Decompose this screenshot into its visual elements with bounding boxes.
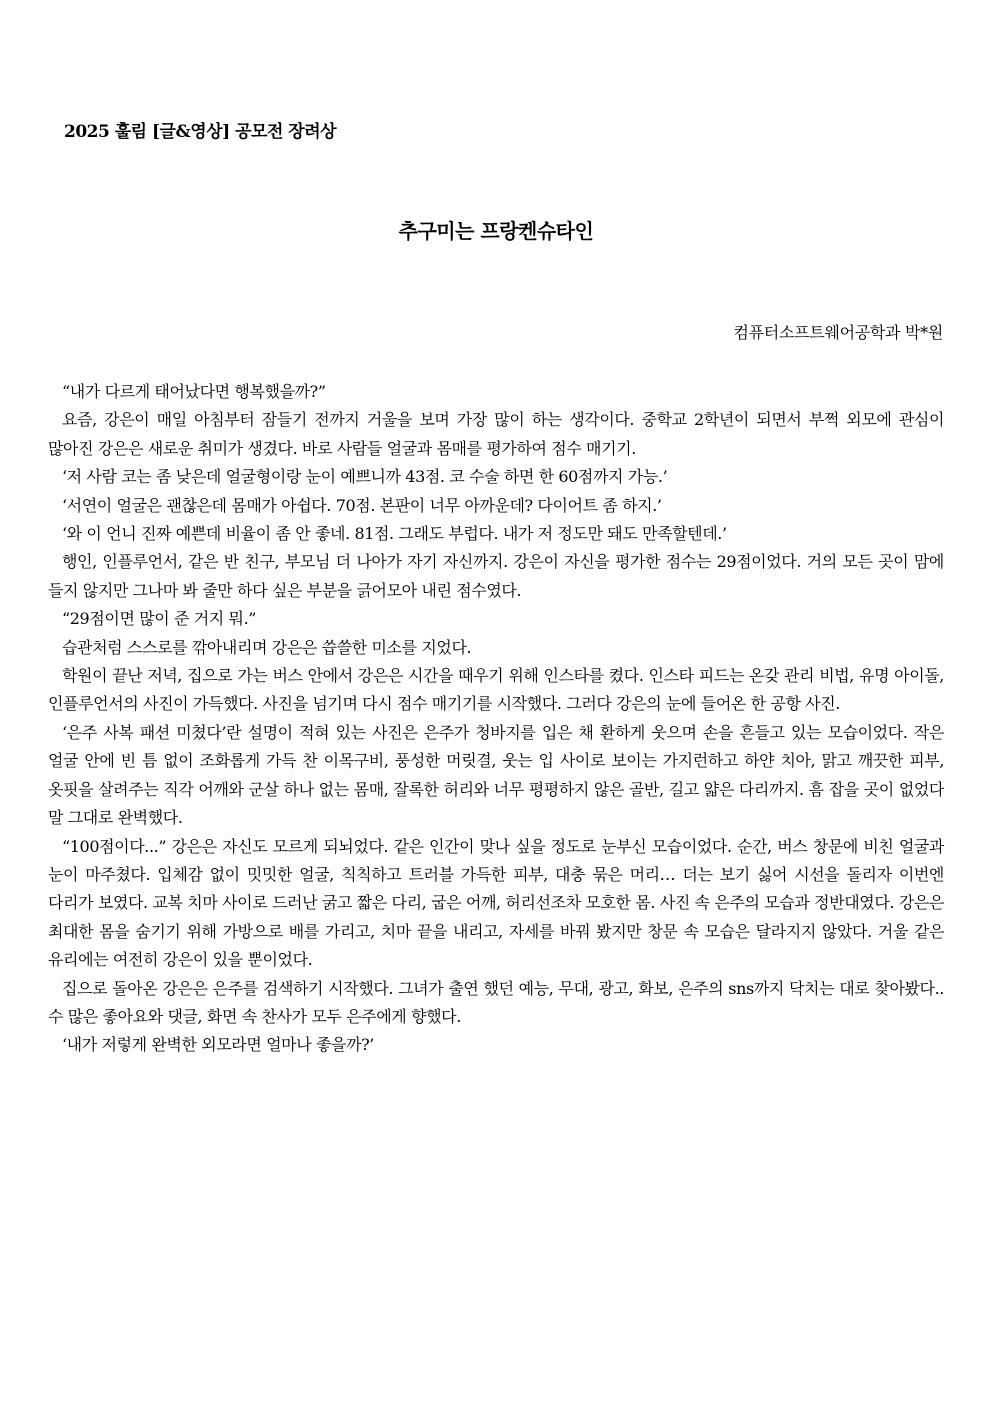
story-body xyxy=(48,378,944,1060)
paragraph: ‘은주 사복 패션 미쳤다’란 설명이 적혀 있는 사진은 은주가 청바지를 입은 채 환하게 웃으며 손을 흔들고 있는 모습이었다. 작은 얼굴 안에 빈 틈 없이 조화롭게 가득 찬 이목구비, 풍성한 머릿결, 웃는 입 사이로 보이는 가지런하고 하얀 치아, 맑고 깨끗한 피부, 옷핏을 살려주는 직각 어깨와 군살 하나 없는 몸매, 잘록한 허리와 너무 평평하지 않은 골반, 길고 얇은 다리까지. 흠 잡을 곳이 없었다 말 그대로 완벽했다. xyxy=(48,722,944,828)
author-line: 컴퓨터소프트웨어공학과 박*원 xyxy=(733,323,943,342)
paragraph: 습관처럼 스스로를 깎아내리며 강은은 씁쓸한 미소를 지었다. xyxy=(62,637,472,657)
paragraph: ‘저 사람 코는 좀 낮은데 얼굴형이랑 눈이 예쁘니까 43점. 코 수술 하면 한 60점까지 가능.’ xyxy=(62,467,668,487)
document-title: 추구미는 프랑켄슈타인 xyxy=(398,219,594,243)
paragraph: “100점이다...” 강은은 자신도 모르게 되뇌었다. 같은 인간이 맞나 싶을 정도로 눈부신 모습이었다. 순간, 버스 창문에 비친 얼굴과 눈이 마주쳤다. 입체감 없이 밋밋한 얼굴, 칙칙하고 트러블 가득한 피부, 대충 묶은 머리… 더는 보기 싫어 시선을 돌리자 이번엔 다리가 보였다. 교복 치마 사이로 드러난 굵고 짧은 다리, 굽은 어깨, 허리선조차 모호한 몸. 사진 속 은주의 모습과 정반대였다. 강은은 최대한 몸을 숨기기 위해 가방으로 배를 가리고, 치마 끝을 내리고, 자세를 바꿔 봤지만 창문 속 모습은 달라지지 않았다. 거울 같은 유리에는 여전히 강은이 있을 뿐이었다. xyxy=(48,836,944,970)
paragraph: 요즘, 강은이 매일 아침부터 잠들기 전까지 거울을 보며 가장 많이 하는 생각이다. 중학교 2학년이 되면서 부쩍 외모에 관심이 많아진 강은은 새로운 취미가 생겼다. 바로 사람들 얼굴과 몸매를 평가하여 점수 매기기. xyxy=(48,410,944,458)
paragraph: ‘서연이 얼굴은 괜찮은데 몸매가 아쉽다. 70점. 본판이 너무 아까운데? 다이어트 좀 하지.’ xyxy=(62,495,662,515)
paragraph: 학원이 끝난 저녁, 집으로 가는 버스 안에서 강은은 시간을 때우기 위해 인스타를 켰다. 인스타 피드는 온갖 관리 비법, 유명 아이돌, 인플루언서의 사진이 가득했다. 사진을 넘기며 다시 점수 매기기를 시작했다. 그러다 강은의 눈에 들어온 한 공항 사진. xyxy=(48,666,944,714)
paragraph: “29점이면 많이 준 거지 뭐.” xyxy=(62,609,257,629)
paragraph: “내가 다르게 태어났다면 행복했을까?” xyxy=(62,382,326,401)
paragraph: ‘내가 저렇게 완벽한 외모라면 얼마나 좋을까?’ xyxy=(62,1035,374,1055)
paragraph: ‘와 이 언니 진짜 예쁜데 비율이 좀 안 좋네. 81점. 그래도 부럽다. 내가 저 정도만 돼도 만족할텐데.’ xyxy=(62,524,727,544)
award-heading: 2025 훌림 [글&영상] 공모전 장려상 xyxy=(64,122,337,142)
paragraph: 행인, 인플루언서, 같은 반 친구, 부모님 더 나아가 자기 자신까지. 강은이 자신을 평가한 점수는 29점이었다. 거의 모든 곳이 맘에 들지 않지만 그나마 봐 줄만 하다 싶은 부분을 긁어모아 내린 점수였다. xyxy=(48,552,944,600)
paragraph: 집으로 돌아온 강은은 은주를 검색하기 시작했다. 그녀가 출연 했던 예능, 무대, 광고, 화보, 은주의 sns까지 닥치는 대로 찾아봤다.. 수 많은 좋아요와 댓글, 화면 속 찬사가 모두 은주에게 향했다. xyxy=(48,978,944,1026)
